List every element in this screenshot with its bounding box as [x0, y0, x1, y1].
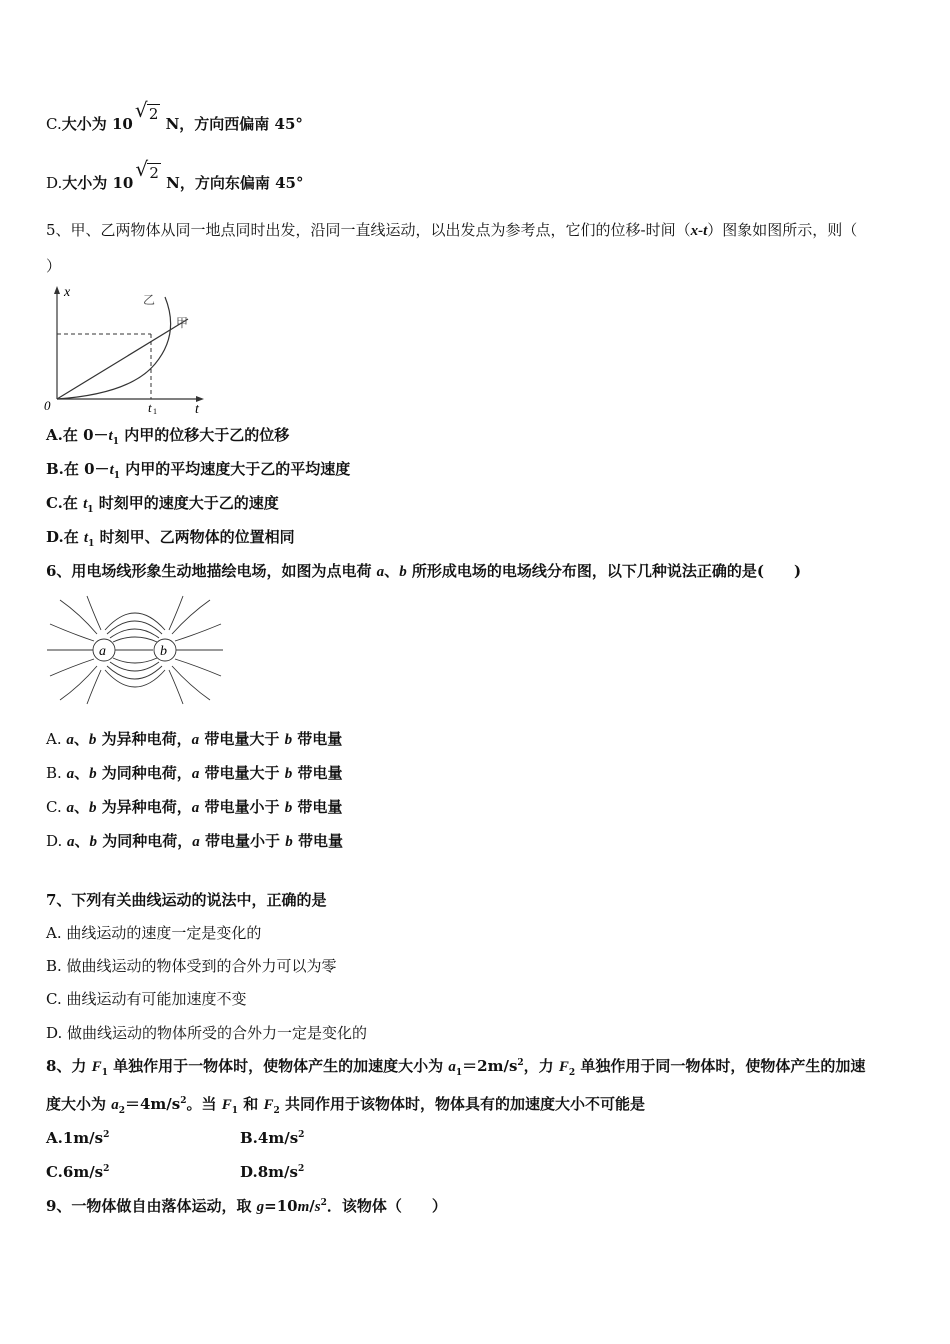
- opt-var: a: [191, 800, 200, 816]
- sqrt-symbol: √ 2: [134, 98, 159, 123]
- sup: 2: [320, 1198, 327, 1208]
- opt-sub: 1: [113, 471, 120, 481]
- opt-sub: 1: [87, 505, 94, 515]
- opt-var: b: [88, 732, 97, 748]
- q8-stem-line1: [46, 1056, 865, 1077]
- accel-var: a: [448, 1059, 456, 1075]
- sup: 2: [297, 1164, 305, 1174]
- y-axis-label: x: [64, 285, 71, 300]
- charge-a-var: a: [376, 564, 385, 580]
- sup: 2: [103, 1164, 110, 1174]
- stem-text: 。当: [186, 1095, 222, 1113]
- opt-var: b: [89, 766, 97, 782]
- q7-option-a: A. 曲线运动的速度一定是变化的: [46, 924, 262, 942]
- q5-option-c: [46, 493, 279, 514]
- opt-var: t: [108, 428, 113, 444]
- stem-variable: x-t: [690, 223, 708, 239]
- opt-text: 带电量: [292, 798, 343, 816]
- q4-option-c: [46, 98, 303, 134]
- opt-sub: 1: [112, 437, 119, 447]
- q6-option-b: [46, 763, 343, 784]
- sub: 1: [455, 1068, 463, 1078]
- opt-sub: 1: [88, 539, 95, 549]
- option-prefix: D.: [46, 174, 63, 192]
- curve-yi-label: 乙: [143, 293, 156, 307]
- stem-text: 6、用电场线形象生动地描绘电场，如图为点电荷: [46, 562, 377, 580]
- stem-text: =10: [264, 1197, 298, 1215]
- opt-var: a: [67, 834, 75, 850]
- sqrt-argument: 2: [149, 164, 159, 182]
- sub: 2: [118, 1106, 125, 1116]
- opt-var: a: [66, 766, 75, 782]
- opt-text: 带电量: [292, 764, 343, 782]
- option-prefix: C.: [46, 115, 62, 133]
- opt-text: 、: [73, 798, 89, 816]
- opt-text: 时刻甲、乙两物体的位置相同: [94, 528, 295, 546]
- q7-option-c: C. 曲线运动有可能加速度不变: [46, 990, 247, 1008]
- q4-option-d: [46, 157, 304, 193]
- stem-text: ＝2m/s: [462, 1057, 518, 1075]
- stem-text: 9、一物体做自由落体运动，取: [46, 1197, 257, 1215]
- opt-var: b: [284, 732, 293, 748]
- sup: 2: [103, 1130, 110, 1140]
- opt-var: t: [83, 530, 89, 546]
- sub: 2: [568, 1068, 576, 1078]
- opt-prefix: C.: [46, 798, 67, 816]
- stem-text: 单独作用于一物体时，使物体产生的加速度大小为: [107, 1057, 449, 1075]
- q6-option-c: [46, 797, 342, 818]
- opt-prefix: A.: [46, 730, 67, 748]
- unit-var: s: [314, 1199, 321, 1215]
- charge-b-label: b: [160, 644, 167, 659]
- opt-text: 带电量小于: [199, 832, 286, 850]
- opt-var: b: [284, 766, 293, 782]
- sub: 2: [273, 1106, 280, 1116]
- opt-var: a: [192, 834, 200, 850]
- q5-option-d: [46, 527, 295, 548]
- option-text: 大小为 10: [61, 115, 133, 133]
- q8-option-d-wrap: [240, 1162, 304, 1182]
- sup: 2: [517, 1058, 524, 1068]
- q8-option-b-wrap: [240, 1128, 304, 1148]
- opt-text: 为异种电荷，: [96, 798, 192, 816]
- opt-text: 带电量小于: [199, 798, 285, 816]
- unit-var: m: [297, 1199, 310, 1215]
- sqrt-symbol: √ 2: [135, 157, 159, 182]
- q6-field-diagram: [45, 594, 225, 706]
- option-text: N，方向东偏南 45°: [160, 174, 304, 192]
- q8-option-d: D.8m/s: [240, 1163, 298, 1181]
- opt-text: 为异种电荷，: [96, 730, 192, 748]
- g-var: g: [256, 1199, 265, 1215]
- opt-var: b: [89, 834, 98, 850]
- stem-text: 5、甲、乙两物体从同一地点同时出发，沿同一直线运动，以出发点为参考点，它们的位移-时间（: [46, 221, 691, 239]
- force-var: F: [91, 1059, 102, 1075]
- opt-var: a: [66, 800, 74, 816]
- force-var: F: [558, 1059, 569, 1075]
- opt-text: B.在 0－: [46, 460, 110, 478]
- opt-text: C.在: [46, 494, 84, 512]
- sub: 1: [231, 1106, 239, 1116]
- opt-var: t: [109, 462, 114, 478]
- q8-option-a: A.1m/s: [46, 1129, 104, 1147]
- opt-text: 带电量: [292, 730, 343, 748]
- opt-var: a: [191, 732, 200, 748]
- sup: 2: [298, 1130, 305, 1140]
- opt-text: 、: [74, 832, 90, 850]
- stem-text: ，力: [523, 1057, 559, 1075]
- opt-var: a: [191, 766, 200, 782]
- line-jia: [57, 319, 188, 399]
- opt-prefix: B.: [46, 764, 67, 782]
- q5-stem: [46, 220, 857, 241]
- q6-option-a: [46, 729, 342, 750]
- stem-text: 单独作用于同一物体时，使物体产生的加速: [575, 1057, 866, 1075]
- q8-option-b: B.4m/s: [240, 1129, 299, 1147]
- opt-text: 带电量: [292, 832, 343, 850]
- force-var: F: [263, 1097, 274, 1113]
- origin-label: 0: [44, 398, 51, 413]
- opt-text: 为同种电荷，: [97, 832, 193, 850]
- q8-stem-line2: [46, 1094, 645, 1115]
- stem-text: ．该物体（ ）: [326, 1197, 447, 1215]
- stem-text: 共同作用于该物体时，物体具有的加速度大小不可能是: [279, 1095, 645, 1113]
- stem-text: 所形成电场的电场线分布图，以下几种说法正确的是( ): [406, 562, 802, 580]
- stem-text: 8、力: [46, 1057, 92, 1075]
- q8-options-row1: [46, 1128, 305, 1148]
- curve-yi: [57, 297, 171, 399]
- opt-var: a: [66, 732, 74, 748]
- opt-text: 内甲的位移大于乙的位移: [118, 426, 290, 444]
- q5-option-a: [46, 425, 289, 446]
- opt-var: t: [83, 496, 88, 512]
- t1-tick-label: t: [148, 400, 152, 415]
- x-axis-label: t: [195, 402, 199, 417]
- charge-b-var: b: [399, 564, 407, 580]
- sqrt-argument: 2: [148, 105, 159, 123]
- q7-stem: 7、下列有关曲线运动的说法中，正确的是: [46, 891, 327, 909]
- stem-text: ）图象如图所示，则（: [707, 221, 858, 239]
- q7-option-b: B. 做曲线运动的物体受到的合外力可以为零: [46, 957, 337, 975]
- opt-var: b: [284, 800, 293, 816]
- opt-text: 带电量大于: [199, 730, 285, 748]
- opt-text: A.在 0－: [46, 426, 109, 444]
- sub: 1: [101, 1068, 108, 1078]
- force-var: F: [221, 1097, 232, 1113]
- q5-option-b: [46, 459, 350, 480]
- charge-a-label: a: [99, 644, 106, 659]
- q5-xt-graph: [40, 282, 220, 417]
- stem-text: /: [309, 1197, 315, 1215]
- stem-text: ＝4m/s: [125, 1095, 181, 1113]
- sup: 2: [180, 1096, 187, 1106]
- option-text: 大小为 10: [62, 174, 134, 192]
- opt-text: 为同种电荷，: [96, 764, 192, 782]
- opt-text: 、: [74, 764, 90, 782]
- opt-text: D.在: [46, 528, 84, 546]
- stem-text: 和: [238, 1095, 264, 1113]
- q6-option-d: [46, 831, 343, 852]
- opt-text: 带电量大于: [199, 764, 285, 782]
- curve-jia-label: 甲: [176, 316, 189, 330]
- option-text: N，方向西偏南 45°: [160, 115, 303, 133]
- q6-stem: [46, 561, 801, 582]
- opt-var: b: [285, 834, 293, 850]
- opt-var: b: [89, 800, 97, 816]
- accel-var: a: [111, 1097, 119, 1113]
- opt-prefix: D.: [46, 832, 68, 850]
- stem-text: 、: [384, 562, 400, 580]
- q8-option-c: C.6m/s: [46, 1163, 104, 1181]
- opt-text: 内甲的平均速度大于乙的平均速度: [120, 460, 351, 478]
- q7-option-d: D. 做曲线运动的物体所受的合外力一定是变化的: [46, 1024, 368, 1042]
- q5-stem-cont: ）: [46, 257, 62, 275]
- t1-tick-sub: 1: [153, 407, 157, 416]
- stem-text: 度大小为: [46, 1095, 112, 1113]
- opt-text: 时刻甲的速度大于乙的速度: [93, 494, 279, 512]
- q9-stem: [46, 1196, 447, 1217]
- opt-text: 、: [73, 730, 89, 748]
- q8-options-row2: [46, 1162, 305, 1182]
